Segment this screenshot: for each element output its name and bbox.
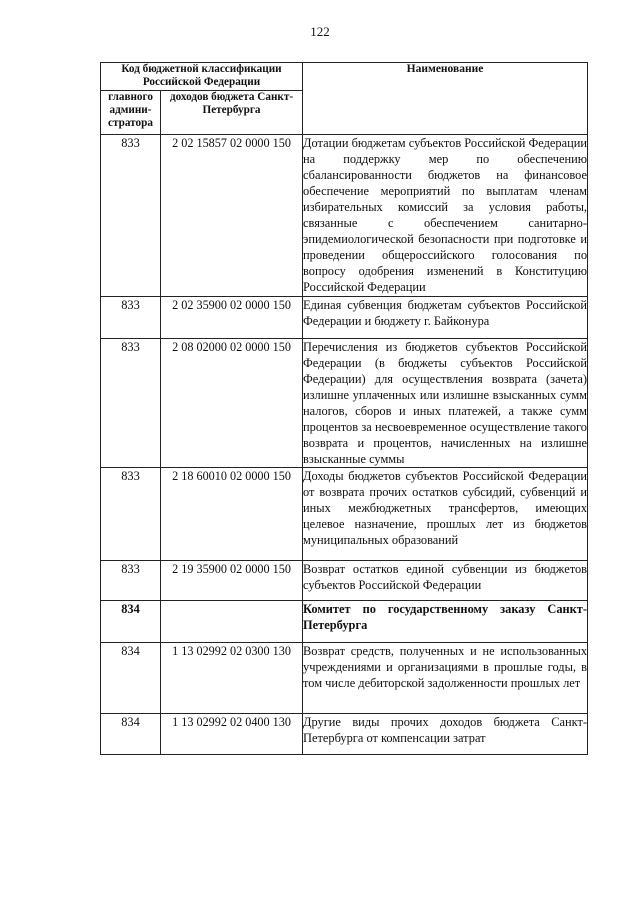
admin-code-cell: 834 (101, 601, 161, 643)
name-cell: Доходы бюджетов субъектов Российской Федерации от возврата прочих остатков субсидий, субвенций и иных межбюджетных трансфертов, имеющих целевое назначение, прошлых лет из бюджетов муниципальных образований (303, 468, 588, 561)
income-code-cell: 2 08 02000 02 0000 150 (161, 339, 303, 468)
header-name: Наименование (303, 63, 588, 135)
header-income-code: доходов бюджета Санкт-Петербурга (161, 91, 303, 135)
table-row (101, 297, 588, 339)
name-cell: Возврат остатков единой субвенции из бюджетов субъектов Российской Федерации (303, 561, 588, 601)
admin-code-cell: 833 (101, 339, 161, 468)
table-row (101, 468, 588, 561)
income-code-cell: 1 13 02992 02 0400 130 (161, 714, 303, 755)
name-cell: Возврат средств, полученных и не использованных учреждениями и организациями в прошлые годы, в том числе дебиторской задолженности прошлых лет (303, 643, 588, 714)
admin-code-cell: 834 (101, 643, 161, 714)
table-row (101, 643, 588, 714)
page-number: 122 (310, 24, 330, 39)
table-row (101, 339, 588, 468)
budget-classification-table (100, 62, 588, 755)
name-cell: Дотации бюджетам субъектов Российской Федерации на поддержку мер по обеспечению сбалансированности бюджетов на финансовое обеспечение мероприятий по выплатам членам избирательных комиссий за условия работы, связанные с обеспечением санитарно-эпидемиологической безопасности при подготовке и проведении общероссийского голосования по вопросу одобрения изменений в Конституцию Российской Федерации (303, 135, 588, 297)
income-code-cell: 2 02 15857 02 0000 150 (161, 135, 303, 297)
name-cell: Единая субвенция бюджетам субъектов Российской Федерации и бюджету г. Байконура (303, 297, 588, 339)
admin-code-cell: 833 (101, 468, 161, 561)
income-code-cell: 2 18 60010 02 0000 150 (161, 468, 303, 561)
committee-name-cell: Комитет по государственному заказу Санкт-Петербурга (303, 601, 588, 643)
table-row (101, 135, 588, 297)
income-code-cell (161, 601, 303, 643)
name-cell: Другие виды прочих доходов бюджета Санкт-Петербурга от компенсации затрат (303, 714, 588, 755)
income-code-cell: 2 02 35900 02 0000 150 (161, 297, 303, 339)
header-admin: главного админи-стратора (101, 91, 161, 135)
table-row (101, 561, 588, 601)
name-cell: Перечисления из бюджетов субъектов Российской Федерации (в бюджеты субъектов Российской Федерации) для осуществления возврата (зачета) излишне уплаченных или излишне взысканных сумм налогов, сборов и иных платежей, а также сумм процентов за несвоевременное осуществление такого возврата и процентов, начисленных на излишне взысканные суммы (303, 340, 588, 466)
income-code-cell: 1 13 02992 02 0300 130 (161, 643, 303, 714)
admin-code-cell: 833 (101, 297, 161, 339)
admin-code-cell: 833 (101, 135, 161, 297)
income-code-cell: 2 19 35900 02 0000 150 (161, 561, 303, 601)
admin-code-cell: 833 (101, 561, 161, 601)
admin-code-cell: 834 (101, 714, 161, 755)
header-budget-classification: Код бюджетной классификации Российской Федерации (101, 63, 303, 91)
table-row-section (101, 601, 588, 643)
table-row (101, 714, 588, 755)
